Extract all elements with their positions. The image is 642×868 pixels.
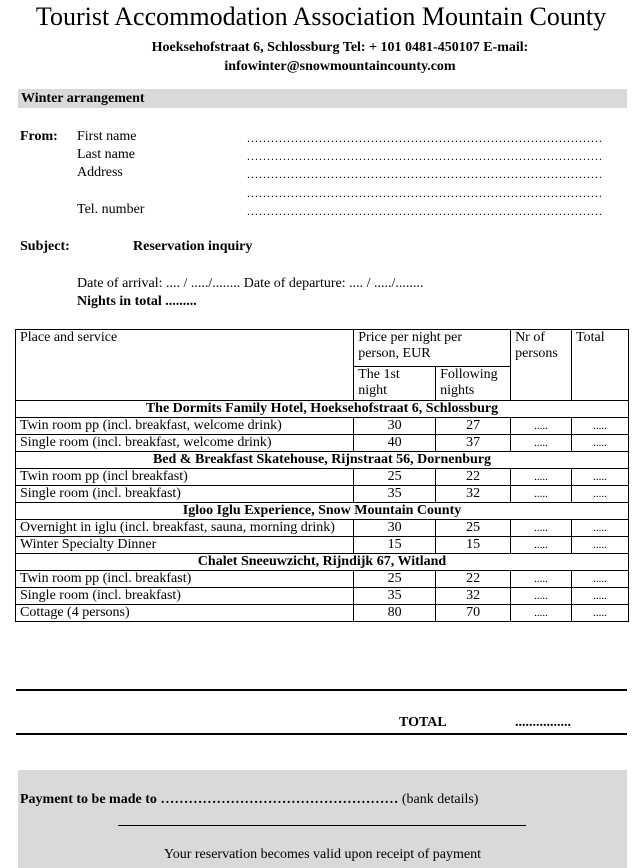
payment-dots[interactable]: …………………………………………… [160, 792, 399, 807]
payment-note: Your reservation becomes valid upon receipt of payment [164, 847, 481, 862]
service-cell: Twin room pp (incl. breakfast) [16, 571, 354, 588]
payment-label: Payment to be made to [20, 792, 157, 807]
following-nights-price: 15 [436, 537, 511, 554]
persons-cell[interactable]: ..... [511, 418, 572, 435]
hotel-row [16, 401, 629, 418]
following-nights-price: 32 [436, 486, 511, 503]
total-label: TOTAL [399, 715, 447, 730]
table-row [16, 435, 629, 452]
total-cell[interactable]: ..... [572, 469, 629, 486]
service-cell: Winter Specialty Dinner [16, 537, 354, 554]
header-persons: Nr of persons [511, 330, 572, 401]
total-cell[interactable]: ..... [572, 435, 629, 452]
from-label: From: [20, 129, 58, 144]
price-table [15, 329, 629, 622]
first-night-price: 80 [354, 605, 436, 622]
address-line-1: Hoeksehofstraat 6, Schlossburg Tel: + 101 0481-450107 E-mail: [151, 40, 529, 55]
payment-line [20, 791, 478, 809]
first-night-price: 30 [354, 418, 436, 435]
persons-cell[interactable]: ..... [511, 486, 572, 503]
top-divider [16, 689, 627, 691]
table-row [16, 486, 629, 503]
hotel-row [16, 503, 629, 520]
persons-cell[interactable]: ..... [511, 469, 572, 486]
hotel-name: Igloo Iglu Experience, Snow Mountain County [16, 503, 629, 520]
table-row [16, 588, 629, 605]
grand-total-field[interactable]: ................ [515, 715, 571, 730]
header-place-service: Place and service [16, 330, 354, 401]
hotel-row [16, 452, 629, 469]
dates-line[interactable]: Date of arrival: .... / ...../........ Date of departure: .... / ...../........ [77, 276, 424, 291]
subject-label: Subject: [20, 239, 70, 254]
total-cell[interactable]: ..... [572, 537, 629, 554]
first-night-price: 35 [354, 486, 436, 503]
payment-suffix: (bank details) [401, 792, 479, 807]
total-cell[interactable]: ..... [572, 588, 629, 605]
persons-cell[interactable]: ..... [511, 605, 572, 622]
total-cell[interactable]: ..... [572, 486, 629, 503]
table-row [16, 520, 629, 537]
header-total: Total [572, 330, 629, 401]
association-address [110, 38, 570, 76]
last-name-field[interactable]: ......................................................................................... [247, 149, 603, 163]
following-nights-price: 32 [436, 588, 511, 605]
table-row [16, 571, 629, 588]
first-night-price: 35 [354, 588, 436, 605]
first-night-price: 30 [354, 520, 436, 537]
first-night-price: 40 [354, 435, 436, 452]
service-cell: Single room (incl. breakfast, welcome drink) [16, 435, 354, 452]
table-row [16, 605, 629, 622]
first-name-field[interactable]: ......................................................................................... [247, 131, 603, 145]
service-cell: Single room (incl. breakfast) [16, 588, 354, 605]
section-title: Winter arrangement [18, 89, 627, 108]
service-cell: Twin room pp (incl. breakfast, welcome drink) [16, 418, 354, 435]
address-field-1[interactable]: ......................................................................................... [247, 167, 603, 181]
total-cell[interactable]: ..... [572, 605, 629, 622]
persons-cell[interactable]: ..... [511, 588, 572, 605]
service-cell: Cottage (4 persons) [16, 605, 354, 622]
following-nights-price: 22 [436, 469, 511, 486]
persons-cell[interactable]: ..... [511, 537, 572, 554]
hotel-name: Bed & Breakfast Skatehouse, Rijnstraat 56, Dornenburg [16, 452, 629, 469]
header-following-nights: Following nights [436, 367, 511, 401]
service-cell: Single room (incl. breakfast) [16, 486, 354, 503]
first-night-price: 15 [354, 537, 436, 554]
first-night-price: 25 [354, 469, 436, 486]
address-line-2: infowinter@snowmountaincounty.com [224, 59, 456, 74]
following-nights-price: 25 [436, 520, 511, 537]
last-name-label: Last name [77, 147, 135, 162]
first-name-label: First name [77, 129, 137, 144]
following-nights-price: 70 [436, 605, 511, 622]
subject-value: Reservation inquiry [133, 239, 253, 254]
total-cell[interactable]: ..... [572, 520, 629, 537]
document-title: Tourist Accommodation Association Mountain County [35, 2, 607, 31]
signature-line [118, 825, 526, 826]
table-row [16, 537, 629, 554]
table-row [16, 469, 629, 486]
persons-cell[interactable]: ..... [511, 435, 572, 452]
persons-cell[interactable]: ..... [511, 520, 572, 537]
bottom-divider [16, 733, 627, 735]
total-cell[interactable]: ..... [572, 571, 629, 588]
header-price: Price per night per person, EUR [354, 330, 511, 367]
table-header-row [16, 330, 629, 367]
following-nights-price: 22 [436, 571, 511, 588]
service-cell: Twin room pp (incl breakfast) [16, 469, 354, 486]
header-first-night: The 1st night [354, 367, 436, 401]
hotel-name: Chalet Sneeuwzicht, Rijndijk 67, Witland [16, 554, 629, 571]
first-night-price: 25 [354, 571, 436, 588]
table-row [16, 418, 629, 435]
service-cell: Overnight in iglu (incl. breakfast, sauna, morning drink) [16, 520, 354, 537]
total-cell[interactable]: ..... [572, 418, 629, 435]
nights-total[interactable]: Nights in total ......... [77, 294, 197, 309]
tel-number-label: Tel. number [77, 202, 145, 217]
following-nights-price: 37 [436, 435, 511, 452]
tel-number-field[interactable]: ......................................................................................... [247, 204, 603, 218]
following-nights-price: 27 [436, 418, 511, 435]
hotel-row [16, 554, 629, 571]
address-label: Address [77, 165, 123, 180]
hotel-name: The Dormits Family Hotel, Hoeksehofstraat 6, Schlossburg [16, 401, 629, 418]
address-field-2[interactable]: ......................................................................................... [247, 186, 603, 200]
persons-cell[interactable]: ..... [511, 571, 572, 588]
